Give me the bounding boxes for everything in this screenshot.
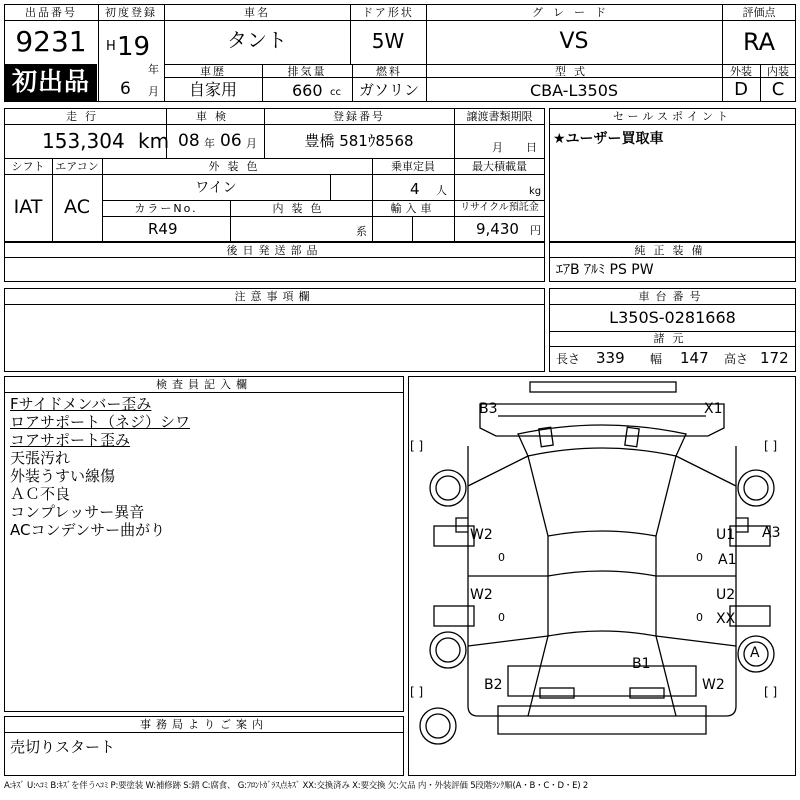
damage-legend: A:ｷｽﾞ U:ﾍｺﾐ B:ｷｽﾞを伴うﾍｺﾐ P:要塗装 W:補修跡 S:錆 C:腐食、 G:ﾌﾛﾝﾄｶﾞﾗｽ点ｷｽﾞ XX:交換済み X:要交換 欠:欠品 内・外装評価 5段階ﾗﾝｸ順(A・B・C・D・E) 2 [4,781,589,791]
inspector-line: コアサポート歪み [10,431,131,449]
displacement: 660 [292,81,323,100]
grade-label: グレード [532,6,616,19]
lot-number-label: 出品番号 [25,6,77,19]
inspector-line: ロアサポート（ネジ）シワ [10,413,191,431]
panel-zero: 0 [696,551,703,564]
selling-point-label: セールスポイント [612,110,732,123]
mark-w2-rear-right: W2 [702,677,725,693]
door-type: 5W [371,29,405,53]
inspector-line: ACコンデンサー曲がり [10,521,166,539]
aircon-label: エアコン [55,160,99,173]
selling-point-box [549,108,796,242]
exterior-grade: D [734,79,748,100]
model-label: 型式 [555,65,593,78]
car-name-label: 車名 [244,6,270,19]
inspection-month-unit: 月 [246,137,257,150]
mark-x1: X1 [704,401,723,417]
model-code: CBA-L350S [529,81,619,100]
bracket-left: [ ] [410,439,424,453]
selling-point: ★ユーザー買取車 [553,131,664,147]
interior-color-unit: 系 [356,225,367,238]
bracket-left-bottom: [ ] [410,685,424,699]
displacement-unit: cc [330,87,341,98]
capacity-unit: 人 [436,184,447,197]
interior-color-label: 内装色 [272,202,330,215]
office-notice-label: 事務局よりご案内 [140,718,268,731]
equipment-label: 純正装備 [634,244,711,257]
mark-w2-rear-left: W2 [470,587,493,603]
mileage: 153,304 [42,129,125,153]
recycle-unit: 円 [530,224,541,237]
reg-year-unit: 年 [148,63,159,76]
fuel-label: 燃料 [376,65,402,78]
color: ワイン [195,180,237,196]
transfer-day: 日 [526,141,537,154]
length-label: 長さ [556,352,581,366]
color-number-label: カラーNo. [134,202,198,215]
inspector-line: 天張汚れ [10,449,71,467]
inspector-line: 外装うすい線傷 [10,467,116,485]
inspector-line: Fサイドメンバー歪み [10,395,152,413]
color-label: 外装色 [208,160,266,173]
recycle-fee: 9,430 [476,220,519,238]
mileage-unit: km [138,129,170,153]
interior-label: 内装 [767,65,789,78]
inspector-label: 検査員記入欄 [156,378,252,391]
score: RA [742,28,776,56]
mark-u1: U1 [716,527,736,543]
chassis-label: 車台番号 [638,290,707,303]
panel-zero: 0 [498,611,505,624]
width-label: 幅 [650,352,663,366]
shift-label: シフト [11,160,45,173]
reg-year: 19 [117,32,151,62]
panel-zero: 0 [696,611,703,624]
mileage-label: 走行 [66,110,104,123]
caution-label: 注意事項欄 [234,290,315,303]
score-label: 評価点 [742,6,776,19]
bracket-right: [ ] [764,439,778,453]
mark-a1: A1 [718,552,737,568]
transfer-month: 月 [492,141,503,154]
inspection-label: 車検 [196,110,234,123]
era: H [106,39,116,54]
inspector-line: コンプレッサー異音 [10,503,145,521]
history-label: 車歴 [200,65,226,78]
equipment: ｴｱB ｱﾙﾐ PS PW [556,262,654,278]
height-label: 高さ [724,352,749,366]
load-label: 最大積載量 [472,160,527,173]
displacement-label: 排気量 [287,65,327,78]
color-number: R49 [148,220,178,238]
door-label: ドア形状 [362,6,414,19]
reg-month: 6 [120,79,131,99]
capacity: 4 [410,180,420,198]
first-registration-label: 初度登録 [105,6,157,19]
car-name: タント [227,28,287,52]
first-listing-text: 初出品 [11,67,90,96]
recycle-label: リサイクル預託金 [460,202,539,213]
mark-xx: XX [716,611,736,627]
lot-number: 9231 [15,25,87,58]
mark-a: A [750,645,760,661]
aircon: AC [64,196,90,218]
inspection-year-unit: 年 [204,137,215,150]
inspection-year: 08 [178,131,200,151]
capacity-label: 乗車定員 [391,160,435,173]
reg-month-unit: 月 [148,85,159,98]
width: 147 [680,349,709,367]
shift: IAT [13,196,43,218]
transfer-label: 譲渡書類期限 [466,110,533,123]
mark-u2: U2 [716,587,736,603]
fuel: ガソリン [358,81,419,99]
inspection-month: 06 [220,131,242,151]
load-unit: kg [529,186,542,197]
mark-a3: A3 [762,525,781,541]
inspector-line: ＡＣ不良 [10,485,71,503]
length: 339 [596,349,625,367]
later-parts-label: 後日発送部品 [226,244,323,257]
mark-b1: B1 [632,656,651,672]
grade: VS [559,29,589,54]
height: 172 [760,349,789,367]
history: 自家用 [188,80,237,99]
chassis-number: L350S-0281668 [609,308,736,327]
exterior-label: 外装 [730,65,752,78]
interior-grade: C [771,79,785,100]
mark-b3: B3 [479,401,498,417]
mark-w2-front-left: W2 [470,527,493,543]
plate-label: 登録番号 [333,110,385,123]
spec-label: 諸元 [653,332,692,345]
car-diagram [408,376,796,776]
plate-number: 豊橋 581ｳ8568 [304,132,414,150]
office-notice: 売切りスタート [10,738,116,756]
import-label: 輸入車 [390,202,436,215]
bracket-right-bottom: [ ] [764,685,778,699]
panel-zero: 0 [498,551,505,564]
mark-b2: B2 [484,677,503,693]
